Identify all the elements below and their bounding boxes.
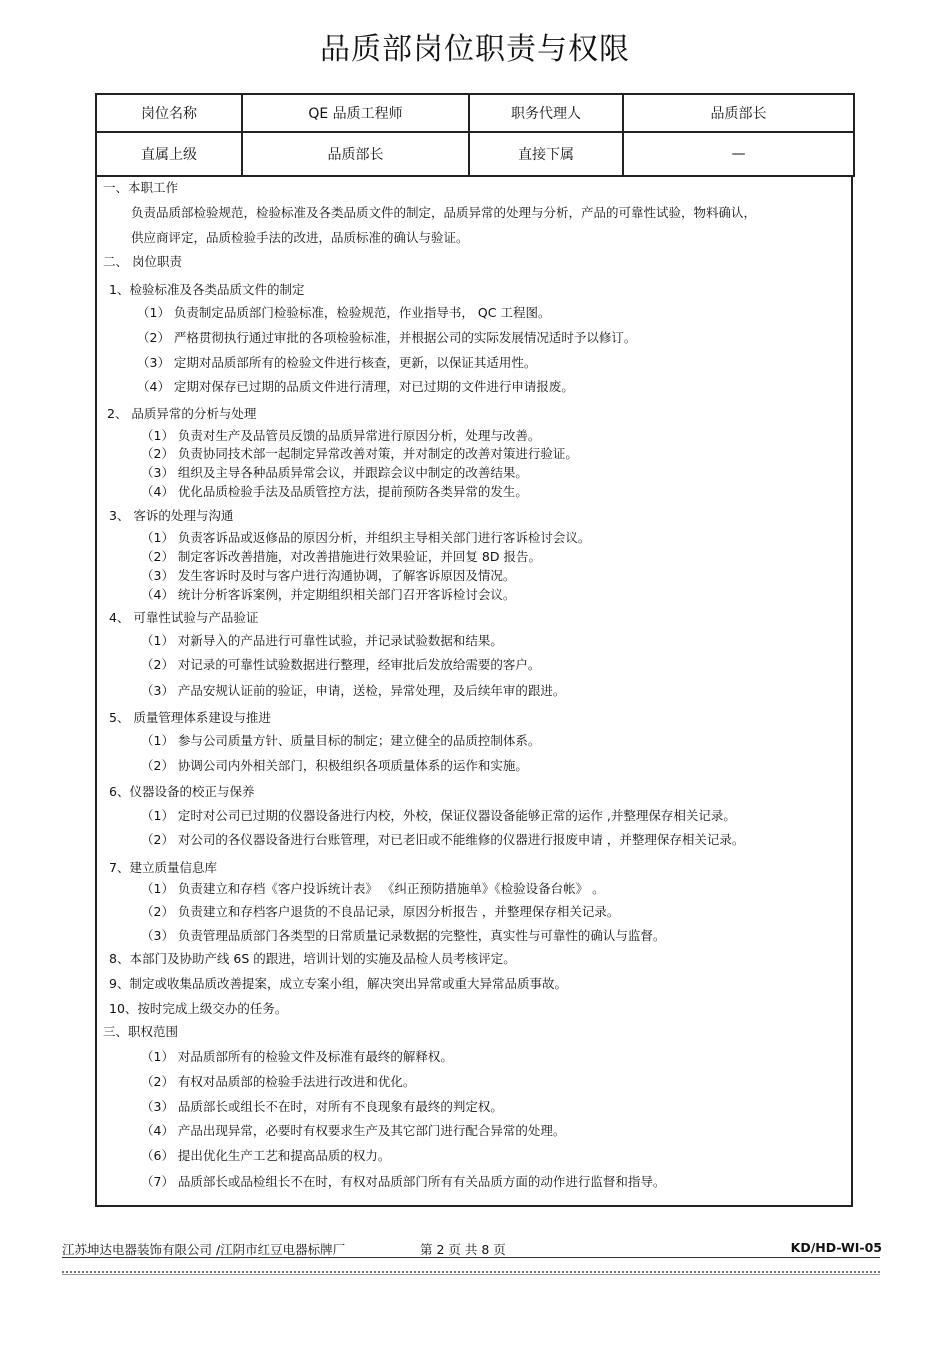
subsection-heading: 5、 质量管理体系建设与推进 — [109, 710, 271, 725]
list-item: （2） 严格贯彻执行通过审批的各项检验标准，并根据公司的实际发展情况适时予以修订。 — [137, 330, 637, 345]
list-item: （1） 对新导入的产品进行可靠性试验，并记录试验数据和结果。 — [141, 633, 503, 648]
subsection-heading: 6、仪器设备的校正与保养 — [109, 784, 255, 799]
paragraph-line: 负责品质部检验规范，检验标准及各类品质文件的制定，品质异常的处理与分析，产品的可靠性试验，物料确认， — [131, 205, 757, 220]
list-item: （3） 组织及主导各种品质异常会议，并跟踪会议中制定的改善结果。 — [141, 465, 528, 480]
label-direct-subordinate: 直接下属 — [469, 132, 623, 176]
table-row — [96, 94, 854, 132]
list-item: （1） 对品质部所有的检验文件及标准有最终的解释权。 — [141, 1049, 453, 1064]
list-item: （2） 对记录的可靠性试验数据进行整理，经审批后发放给需要的客户。 — [141, 657, 541, 672]
label-deputy: 职务代理人 — [469, 94, 623, 132]
value-deputy: 品质部长 — [623, 94, 854, 132]
list-item: （1） 定时对公司已过期的仪器设备进行内校，外校，保证仪器设备能够正常的运作 ,并整理保存相关记录。 — [141, 808, 736, 823]
list-item: （1） 负责制定品质部门检验标准，检验规范，作业指导书， QC 工程图。 — [137, 305, 551, 320]
table-row — [96, 132, 854, 176]
list-item: （4） 优化品质检验手法及品质管控方法，提前预防各类异常的发生。 — [141, 484, 528, 499]
document-title: 品质部岗位职责与权限 — [320, 32, 630, 67]
footer-bottom-rule — [62, 1274, 880, 1275]
subsection-heading: 3、 客诉的处理与沟通 — [109, 508, 234, 523]
list-item: （3） 定期对品质部所有的检验文件进行核查，更新，以保证其适用性。 — [137, 355, 537, 370]
footer-company: 江苏坤达电器装饰有限公司 /江阴市红豆电器标牌厂 — [62, 1242, 346, 1257]
list-item: （2） 对公司的各仪器设备进行台账管理，对已老旧或不能维修的仪器进行报废申请 ，并整理保存相关记录。 — [141, 832, 745, 847]
list-item: （6） 提出优化生产工艺和提高品质的权力。 — [141, 1148, 391, 1163]
footer-divider — [62, 1257, 880, 1258]
footer-doc-code: KD/HD-WI-05 — [790, 1240, 882, 1255]
list-item: （1） 负责建立和存档《客户投诉统计表》 《纠正预防措施单》《检验设备台帐》 。 — [141, 881, 605, 896]
list-item: （3） 负责管理品质部门各类型的日常质量记录数据的完整性，真实性与可靠性的确认与监督。 — [141, 928, 666, 943]
list-item: （2） 协调公司内外相关部门，积极组织各项质量体系的运作和实施。 — [141, 758, 528, 773]
list-item: （4） 定期对保存已过期的品质文件进行清理，对已过期的文件进行申请报废。 — [137, 379, 574, 394]
list-item: （4） 产品出现异常，必要时有权要求生产及其它部门进行配合异常的处理。 — [141, 1123, 566, 1138]
value-direct-superior: 品质部长 — [242, 132, 469, 176]
list-item: （2） 负责建立和存档客户退货的不良品记录，原因分析报告 ，并整理保存相关记录。 — [141, 904, 620, 919]
list-item: （4） 统计分析客诉案例，并定期组织相关部门召开客诉检讨会议。 — [141, 587, 516, 602]
list-item: 10、按时完成上级交办的任务。 — [109, 1001, 288, 1016]
value-direct-subordinate: — — [623, 132, 854, 176]
list-item: （3） 发生客诉时及时与客户进行沟通协调，了解客诉原因及情况。 — [141, 568, 516, 583]
list-item: （1） 负责客诉品或返修品的原因分析，并组织主导相关部门进行客诉检讨会议。 — [141, 530, 591, 545]
list-item: （3） 产品安规认证前的验证，申请，送检，异常处理，及后续年审的跟进。 — [141, 683, 566, 698]
list-item: （2） 负责协同技术部一起制定异常改善对策，并对制定的改善对策进行验证。 — [141, 446, 578, 461]
list-item: （3） 品质部长或组长不在时，对所有不良现象有最终的判定权。 — [141, 1099, 503, 1114]
footer-page-number: 第 2 页 共 8 页 — [420, 1242, 506, 1257]
list-item: （2） 制定客诉改善措施，对改善措施进行效果验证，并回复 8D 报告。 — [141, 549, 541, 564]
list-item: （1） 参与公司质量方针、质量目标的制定；建立健全的品质控制体系。 — [141, 733, 541, 748]
paragraph-line: 供应商评定，品质检验手法的改进，品质标准的确认与验证。 — [131, 230, 469, 245]
section-heading: 二、 岗位职责 — [103, 254, 182, 269]
position-info-table — [95, 93, 855, 177]
subsection-heading: 2、 品质异常的分析与处理 — [107, 406, 257, 421]
section-heading: 一、本职工作 — [103, 180, 179, 195]
list-item: 9、制定或收集品质改善提案，成立专案小组，解决突出异常或重大异常品质事故。 — [109, 976, 567, 991]
subsection-heading: 7、建立质量信息库 — [109, 860, 217, 875]
label-direct-superior: 直属上级 — [96, 132, 242, 176]
footer-dotted-divider — [62, 1271, 880, 1273]
section-heading: 三、职权范围 — [103, 1024, 179, 1039]
list-item: 8、本部门及协助产线 6S 的跟进，培训计划的实施及品检人员考核评定。 — [109, 951, 516, 966]
list-item: （7） 品质部长或品检组长不在时，有权对品质部门所有有关品质方面的动作进行监督和指导。 — [141, 1174, 666, 1189]
value-position-name: QE 品质工程师 — [242, 94, 469, 132]
list-item: （2） 有权对品质部的检验手法进行改进和优化。 — [141, 1074, 416, 1089]
subsection-heading: 4、 可靠性试验与产品验证 — [109, 610, 259, 625]
subsection-heading: 1、检验标准及各类品质文件的制定 — [109, 282, 305, 297]
label-position-name: 岗位名称 — [96, 94, 242, 132]
list-item: （1） 负责对生产及品管员反馈的品质异常进行原因分析，处理与改善。 — [141, 428, 541, 443]
